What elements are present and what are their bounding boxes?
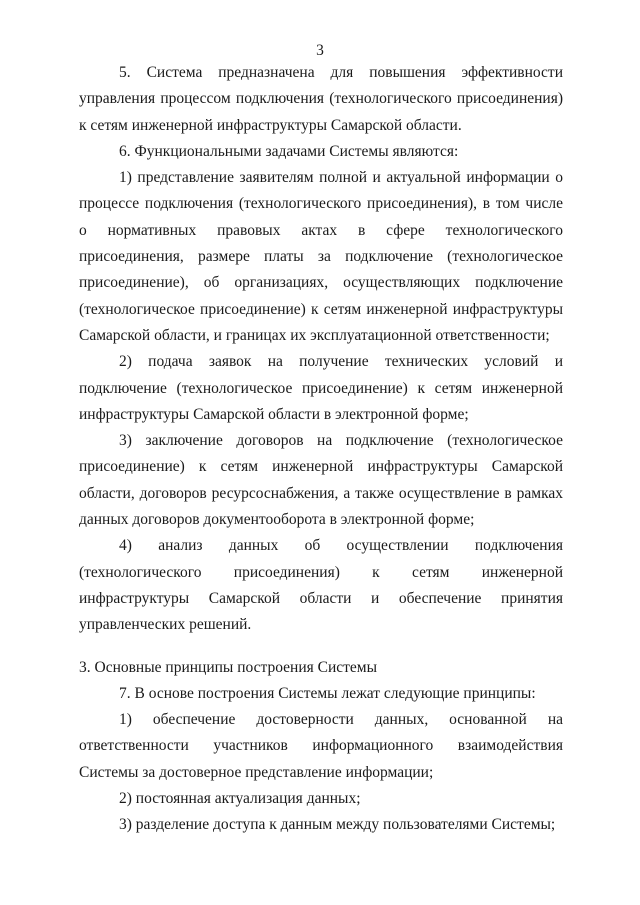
section-heading: 3. Основные принципы построения Системы: [79, 658, 378, 676]
list-item-6-4: 4) анализ данных об осуществлении подключения (технологического присоединения) к сетям инженерной инфраструктуры Самарской области и обеспечение принятия управленческих решений.: [79, 537, 563, 634]
paragraph-7: 7. В основе построения Системы лежат следующие принципы:: [119, 684, 536, 702]
paragraph-5: 5. Система предназначена для повышения эффективности управления процессом подключения (технологического присоединения) к сетям инженерной инфраструктуры Самарской области.: [79, 64, 563, 134]
list-item-6-1: 1) представление заявителям полной и актуальной информации о процессе подключения (технологического присоединения), в том числе о нормативных правовых актах в сфере технологического присоединения, размере платы за подключение (технологическое присоединение), об организациях, осуществляющих подключение (технологическое присоединение) к сетям инженерной инфраструктуры Самарской области, и границах их эксплуатационной ответственности;: [79, 169, 563, 344]
document-body: [79, 60, 563, 839]
list-item-7-1: 1) обеспечение достоверности данных, основанной на ответственности участников информационного взаимодействия Системы за достоверное представление информации;: [79, 711, 563, 781]
list-item-6-3: 3) заключение договоров на подключение (технологическое присоединение) к сетям инженерной инфраструктуры Самарской области, договоров ресурсоснабжения, а также осуществление в рамках данных договоров документооборота в электронной форме;: [79, 432, 563, 529]
paragraph-6: 6. Функциональными задачами Системы являются:: [119, 142, 459, 160]
list-item-6-2: 2) подача заявок на получение технических условий и подключение (технологическое присоединение) к сетям инженерной инфраструктуры Самарской области в электронной форме;: [79, 353, 563, 423]
list-item-7-2: 2) постоянная актуализация данных;: [119, 790, 361, 808]
list-item-7-3: 3) разделение доступа к данным между пользователями Системы;: [119, 816, 556, 834]
page-number: 3: [316, 42, 324, 59]
